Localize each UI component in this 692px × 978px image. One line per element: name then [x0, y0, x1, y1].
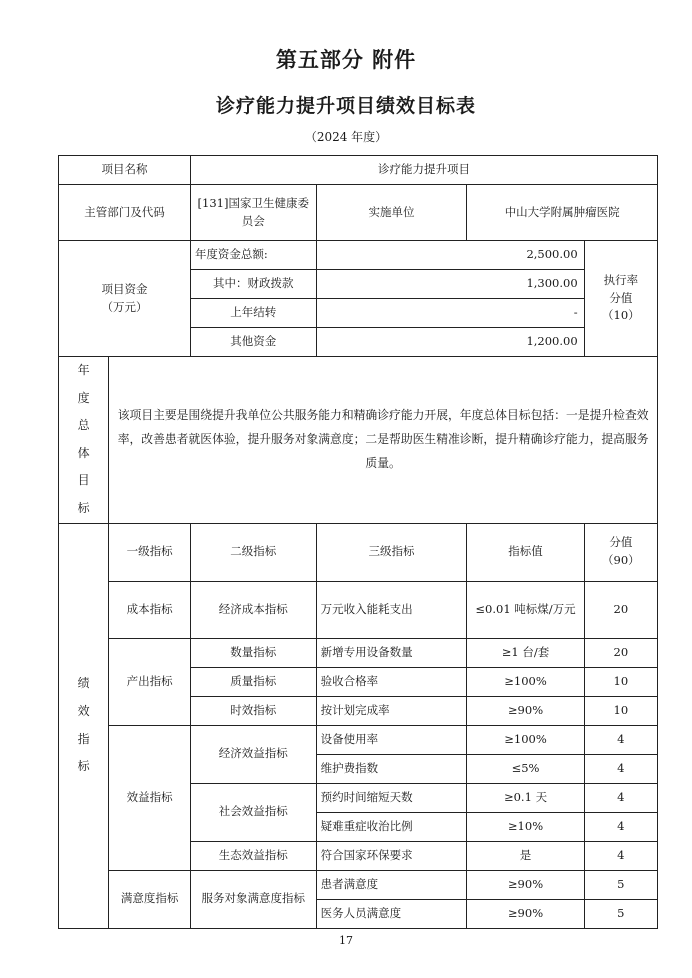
level1-cell: 效益指标 — [109, 725, 191, 870]
value-cell: ≥90% — [467, 696, 584, 725]
level1-cell: 满意度指标 — [109, 870, 191, 928]
level2-cell: 经济效益指标 — [190, 725, 316, 783]
exec-rate-label: 执行率 — [603, 272, 639, 287]
value-cell: ≥0.1 天 — [467, 783, 584, 812]
level2-cell: 经济成本指标 — [190, 581, 316, 638]
performance-target-table — [58, 155, 658, 929]
value-cell: ≥100% — [467, 725, 584, 754]
value-cell: ≥1 台/套 — [467, 638, 584, 667]
dept-label: 主管部门及代码 — [59, 185, 191, 241]
funds-label: 项目资金 — [101, 281, 148, 296]
impl-label: 实施单位 — [316, 185, 467, 241]
score-cell: 4 — [584, 841, 657, 870]
score-cell: 4 — [584, 754, 657, 783]
level3-cell: 预约时间缩短天数 — [316, 783, 467, 812]
level3-cell: 万元收入能耗支出 — [316, 581, 467, 638]
level3-cell: 疑难重症收治比例 — [316, 812, 467, 841]
project-name-value: 诊疗能力提升项目 — [190, 156, 657, 185]
funds-fiscal-label: 其中：财政拨款 — [190, 270, 316, 299]
year-label: （2024 年度） — [304, 130, 388, 144]
indicator-header-row — [59, 523, 658, 581]
impl-value: 中山大学附属肿瘤医院 — [467, 185, 658, 241]
funds-total-value: 2,500.00 — [316, 241, 584, 270]
level1-cell: 成本指标 — [109, 581, 191, 638]
exec-score: （10） — [602, 308, 640, 323]
value-cell: ≥100% — [467, 667, 584, 696]
table-title: 诊疗能力提升项目绩效目标表 — [215, 95, 476, 117]
value-cell: ≥10% — [467, 812, 584, 841]
level3-cell: 患者满意度 — [316, 870, 467, 899]
level2-cell: 数量指标 — [190, 638, 316, 667]
level3-cell: 新增专用设备数量 — [316, 638, 467, 667]
value-cell: ≤5% — [467, 754, 584, 783]
goal-text: 该项目主要是围绕提升我单位公共服务能力和精确诊疗能力开展，年度总体目标包括：一是提升检查效率，改善患者就医体验，提升服务对象满意度；二是帮助医生精准诊断，提升精确诊疗能力，提高服务质量。 — [109, 357, 658, 524]
project-name-label: 项目名称 — [59, 156, 191, 185]
header-level1: 一级指标 — [109, 523, 191, 581]
value-cell: ≥90% — [467, 899, 584, 928]
funds-unit: （万元） — [101, 299, 148, 314]
goal-row — [59, 357, 658, 524]
header-score: 分值 （90） — [584, 523, 657, 581]
table-row — [59, 870, 658, 899]
funds-fiscal-value: 1,300.00 — [316, 270, 584, 299]
score-cell: 5 — [584, 899, 657, 928]
level3-cell: 按计划完成率 — [316, 696, 467, 725]
level2-cell: 服务对象满意度指标 — [190, 870, 316, 928]
table-row — [59, 638, 658, 667]
dept-row — [59, 185, 658, 241]
header-level3: 三级指标 — [316, 523, 467, 581]
exec-score-label: 分值 — [609, 290, 633, 305]
funds-carryover-label: 上年结转 — [190, 299, 316, 328]
funds-other-value: 1,200.00 — [316, 328, 584, 357]
value-cell: ≥90% — [467, 870, 584, 899]
level3-cell: 验收合格率 — [316, 667, 467, 696]
table-row — [59, 725, 658, 754]
level2-cell: 时效指标 — [190, 696, 316, 725]
funds-total-label: 年度资金总额: — [190, 241, 316, 270]
funds-other-label: 其他资金 — [190, 328, 316, 357]
level2-cell: 生态效益指标 — [190, 841, 316, 870]
value-cell: 是 — [467, 841, 584, 870]
project-name-row — [59, 156, 658, 185]
level3-cell: 医务人员满意度 — [316, 899, 467, 928]
page-number: 17 — [339, 934, 353, 947]
exec-rate-cell — [584, 241, 657, 357]
part-title: 第五部分 附件 — [275, 48, 417, 72]
dept-value: [131]国家卫生健康委员会 — [190, 185, 316, 241]
score-cell: 10 — [584, 696, 657, 725]
score-cell: 4 — [584, 783, 657, 812]
funds-label-cell — [59, 241, 191, 357]
level2-cell: 社会效益指标 — [190, 783, 316, 841]
level3-cell: 符合国家环保要求 — [316, 841, 467, 870]
score-cell: 20 — [584, 638, 657, 667]
level3-cell: 设备使用率 — [316, 725, 467, 754]
score-cell: 4 — [584, 725, 657, 754]
level2-cell: 质量指标 — [190, 667, 316, 696]
indicator-section-label: 绩 效 指 标 — [59, 523, 109, 928]
header-value: 指标值 — [467, 523, 584, 581]
value-cell: ≤0.01 吨标煤/万元 — [467, 581, 584, 638]
goal-label: 年 度 总 体 目 标 — [59, 357, 109, 524]
score-cell: 4 — [584, 812, 657, 841]
level1-cell: 产出指标 — [109, 638, 191, 725]
header-level2: 二级指标 — [190, 523, 316, 581]
score-cell: 5 — [584, 870, 657, 899]
level3-cell: 维护费指数 — [316, 754, 467, 783]
score-cell: 10 — [584, 667, 657, 696]
funds-carryover-value: - — [316, 299, 584, 328]
score-cell: 20 — [584, 581, 657, 638]
funds-row — [59, 241, 658, 270]
table-row — [59, 581, 658, 638]
